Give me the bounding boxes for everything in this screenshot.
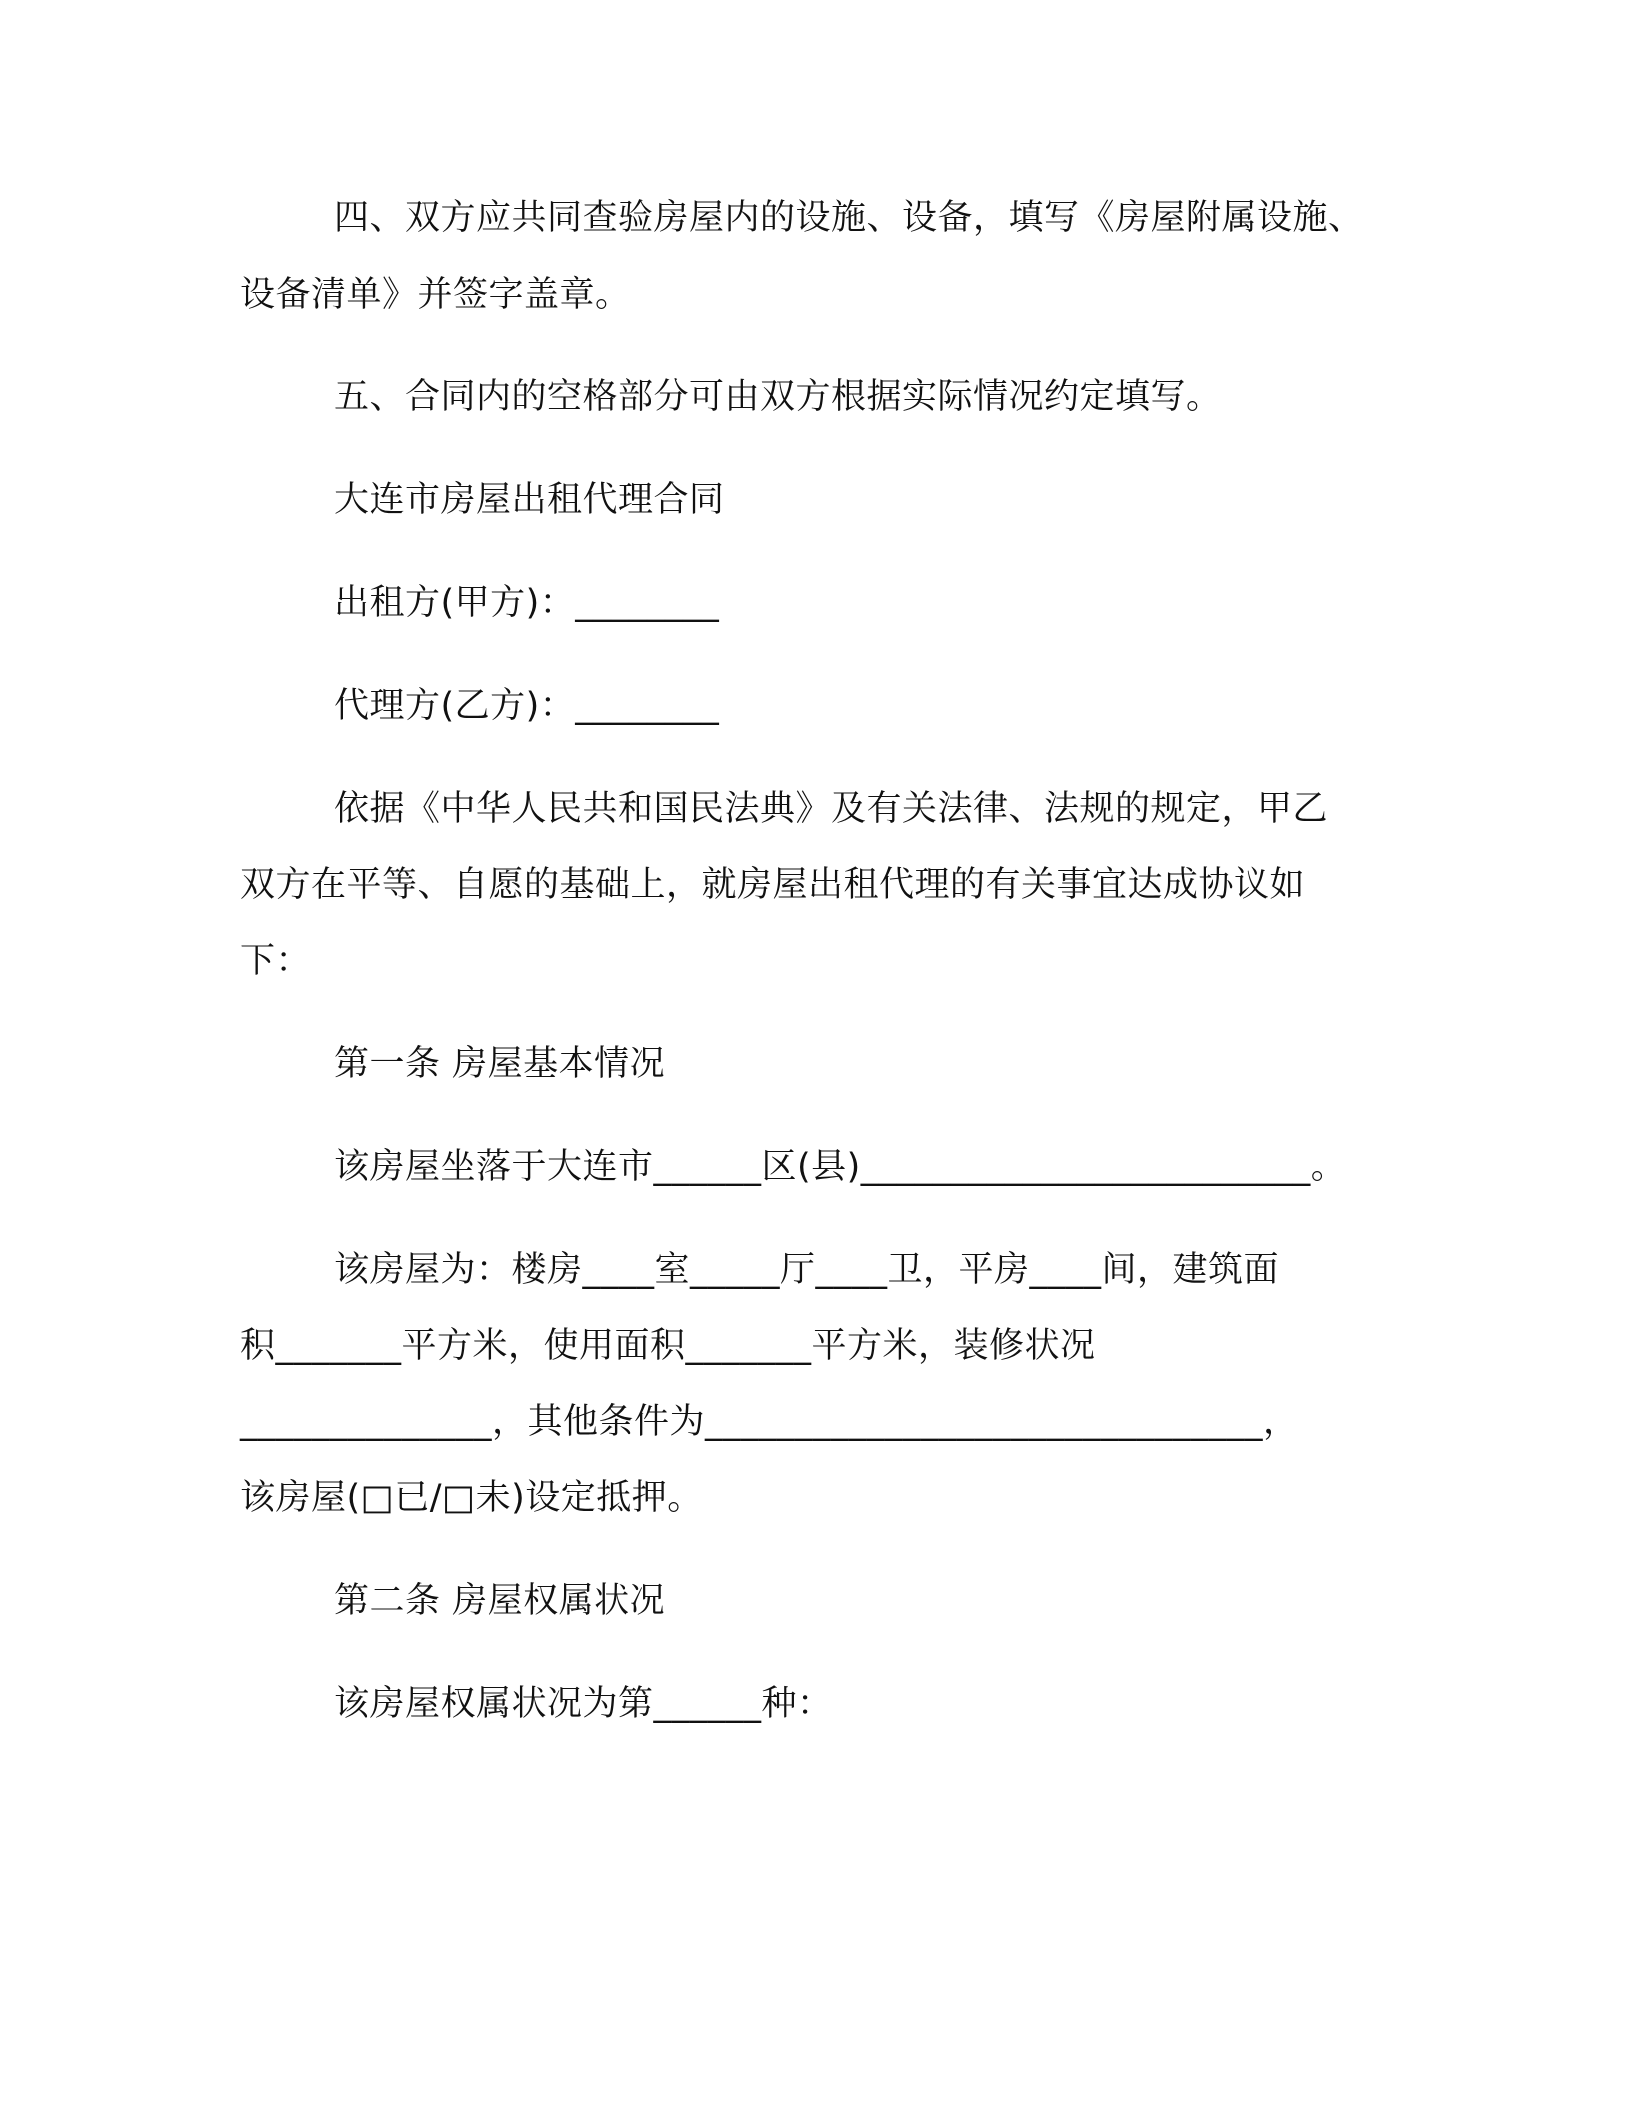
contract-title: 大连市房屋出租代理合同	[334, 480, 725, 520]
property-details-line-4: 该房屋(□已/□未)设定抵押。	[240, 1478, 703, 1518]
clause-five: 五、合同内的空格部分可由双方根据实际情况约定填写。	[334, 377, 1222, 417]
property-details-line-2: 积_______平方米，使用面积_______平方米，装修状况	[240, 1326, 1096, 1366]
preamble-line-1: 依据《中华人民共和国民法典》及有关法律、法规的规定，甲乙	[334, 789, 1329, 829]
property-details-line-3: ______________，其他条件为_______________________________，	[240, 1402, 1299, 1442]
preamble-line-2: 双方在平等、自愿的基础上，就房屋出租代理的有关事宜达成协议如	[240, 865, 1306, 905]
property-details-line-1: 该房屋为：楼房____室_____厅____卫，平房____间，建筑面	[334, 1250, 1280, 1290]
lessor-party-a: 出租方(甲方)：________	[334, 583, 720, 623]
property-location: 该房屋坐落于大连市______区(县)_________________________。	[334, 1147, 1347, 1187]
clause-four-line-1: 四、双方应共同查验房屋内的设施、设备，填写《房屋附属设施、	[334, 198, 1364, 238]
agent-party-b: 代理方(乙方)：________	[334, 686, 720, 726]
clause-four-line-2: 设备清单》并签字盖章。	[240, 275, 631, 315]
preamble-line-3: 下：	[240, 941, 312, 981]
article-two-heading: 第二条 房屋权属状况	[334, 1581, 666, 1621]
article-one-heading: 第一条 房屋基本情况	[334, 1044, 666, 1084]
ownership-status: 该房屋权属状况为第______种：	[334, 1684, 833, 1724]
